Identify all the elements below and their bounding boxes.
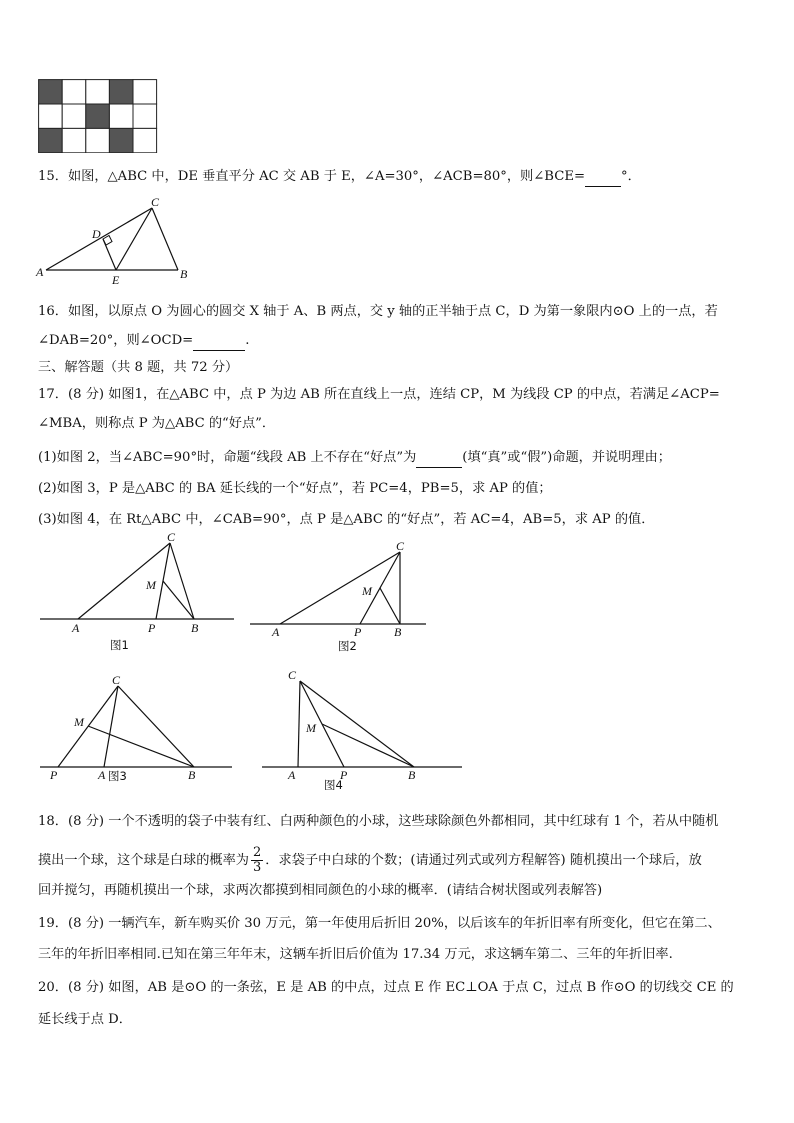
- fig3-label-P: P: [50, 768, 58, 782]
- fig3-caption: 图3: [108, 769, 127, 783]
- q15-label-A: A: [36, 265, 44, 279]
- fig4-label-M: M: [306, 721, 316, 735]
- grid-cell: [62, 80, 86, 104]
- grid-cell: [39, 128, 63, 152]
- grid-cell: [86, 80, 110, 104]
- fig4-label-A: A: [288, 768, 296, 782]
- q16-answer-blank[interactable]: [193, 330, 245, 351]
- grid-cell: [109, 128, 133, 152]
- fig3-label-A: A: [98, 768, 106, 782]
- checkerboard-grid: [38, 79, 158, 153]
- grid-cell: [39, 80, 63, 104]
- fig1-label-C: C: [167, 533, 176, 544]
- q16-line2: ∠DAB=20°，则∠OCD= .: [38, 330, 756, 351]
- grid-cell: [109, 80, 133, 104]
- grid-cell: [133, 128, 157, 152]
- q17-sub3: (3)如图 4，在 Rt△ABC 中，∠CAB=90°，点 P 是△ABC 的“好点”，若 AC=4，AB=5，求 AP 的值．: [38, 512, 655, 527]
- fig4-caption: 图4: [324, 778, 343, 790]
- q19-line2: 三年的年折旧率相同.已知在第三年年末，这辆车折旧后价值为 17.34 万元，求这辆车第二、三年的年折旧率.: [38, 947, 673, 962]
- fig3-label-B: B: [188, 768, 196, 782]
- fig1-caption: 图1: [110, 638, 129, 652]
- q17-sub2: (2)如图 3，P 是△ABC 的 BA 延长线的一个“好点”，若 PC=4，PB=5，求 AP 的值；: [38, 481, 552, 496]
- grid-cell: [62, 128, 86, 152]
- fig4-label-C: C: [288, 668, 297, 682]
- q17-figure-3: [36, 670, 236, 790]
- q18-line1: 18．(8 分) 一个不透明的袋子中装有红、白两种颜色的小球，这些球除颜色外都相同，其中红球有 1 个，若从中随机: [38, 814, 719, 829]
- fig2-label-M: M: [362, 584, 372, 598]
- q19-line1: 19．(8 分) 一辆汽车，新车购买价 30 万元，第一年使用后折旧 20%，以后该车的年折旧率有所变化，但它在第二、: [38, 916, 721, 931]
- q15-label-C: C: [151, 195, 160, 209]
- fig1-label-A: A: [72, 621, 80, 635]
- fig2-caption: 图2: [338, 639, 357, 653]
- fig1-label-P: P: [148, 621, 156, 635]
- q15-text: 15．如图，△ABC 中，DE 垂直平分 AC 交 AB 于 E，∠A=30°，∠ACB=80°，则∠BCE= °．: [38, 166, 756, 187]
- q17-figure-1: [36, 533, 236, 655]
- q15-label-D: D: [92, 227, 101, 241]
- q15-answer-blank[interactable]: [585, 166, 621, 187]
- grid-cell: [39, 104, 63, 128]
- probability-fraction: $\frac{2}{3}$: [253, 845, 262, 875]
- q15-figure: [34, 194, 204, 284]
- grid-cell: [86, 128, 110, 152]
- q17-figure-4: [260, 665, 464, 790]
- q15-label-E: E: [112, 273, 120, 284]
- fig2-label-C: C: [396, 539, 405, 553]
- grid-cell: [133, 104, 157, 128]
- q17-sub1: (1)如图 2，当∠ABC=90°时，命题“线段 AB 上不存在“好点”为 (填“真”或“假”)命题，并说明理由；: [38, 447, 756, 468]
- fig3-label-M: M: [74, 715, 84, 729]
- grid-cell: [109, 104, 133, 128]
- q16-line1: 16．如图，以原点 O 为圆心的圆交 X 轴于 A、B 两点，交 y 轴的正半轴于点 C，D 为第一象限内⊙O 上的一点，若: [38, 304, 718, 319]
- q17-figure-2: [248, 537, 428, 657]
- q17-line1: 17．(8 分) 如图1，在△ABC 中，点 P 为边 AB 所在直线上一点，连结 CP，M 为线段 CP 的中点，若满足∠ACP=: [38, 387, 720, 402]
- q20-line2: 延长线于点 D．: [38, 1012, 132, 1027]
- fig2-label-A: A: [272, 625, 280, 639]
- fig1-label-M: M: [146, 578, 156, 592]
- section3-title: 三、解答题（共 8 题，共 72 分）: [38, 360, 239, 375]
- fig4-label-B: B: [408, 768, 416, 782]
- fig2-label-B: B: [394, 625, 402, 639]
- grid-cell: [86, 104, 110, 128]
- fig2-label-P: P: [354, 625, 362, 639]
- q20-line1: 20．(8 分) 如图，AB 是⊙O 的一条弦，E 是 AB 的中点，过点 E 作 EC⊥OA 于点 C，过点 B 作⊙O 的切线交 CE 的: [38, 980, 734, 995]
- grid-cell: [133, 80, 157, 104]
- fig4-label-P: P: [340, 768, 348, 782]
- q17-line2: ∠MBA，则称点 P 为△ABC 的“好点”．: [38, 416, 276, 431]
- q17-answer-blank[interactable]: [416, 447, 462, 468]
- q15-label-B: B: [180, 267, 188, 281]
- grid-cell: [62, 104, 86, 128]
- fig3-label-C: C: [112, 673, 121, 687]
- q18-line2: 摸出一个球，这个球是白球的概率为 $\frac{2}{3}$ ．求袋子中白球的个数；(请通过列式或列方程解答) 随机摸出一个球后，放: [38, 845, 702, 875]
- q18-line3: 回并搅匀，再随机摸出一个球，求两次都摸到相同颜色的小球的概率．(请结合树状图或列表解答): [38, 883, 603, 898]
- fig1-label-B: B: [191, 621, 199, 635]
